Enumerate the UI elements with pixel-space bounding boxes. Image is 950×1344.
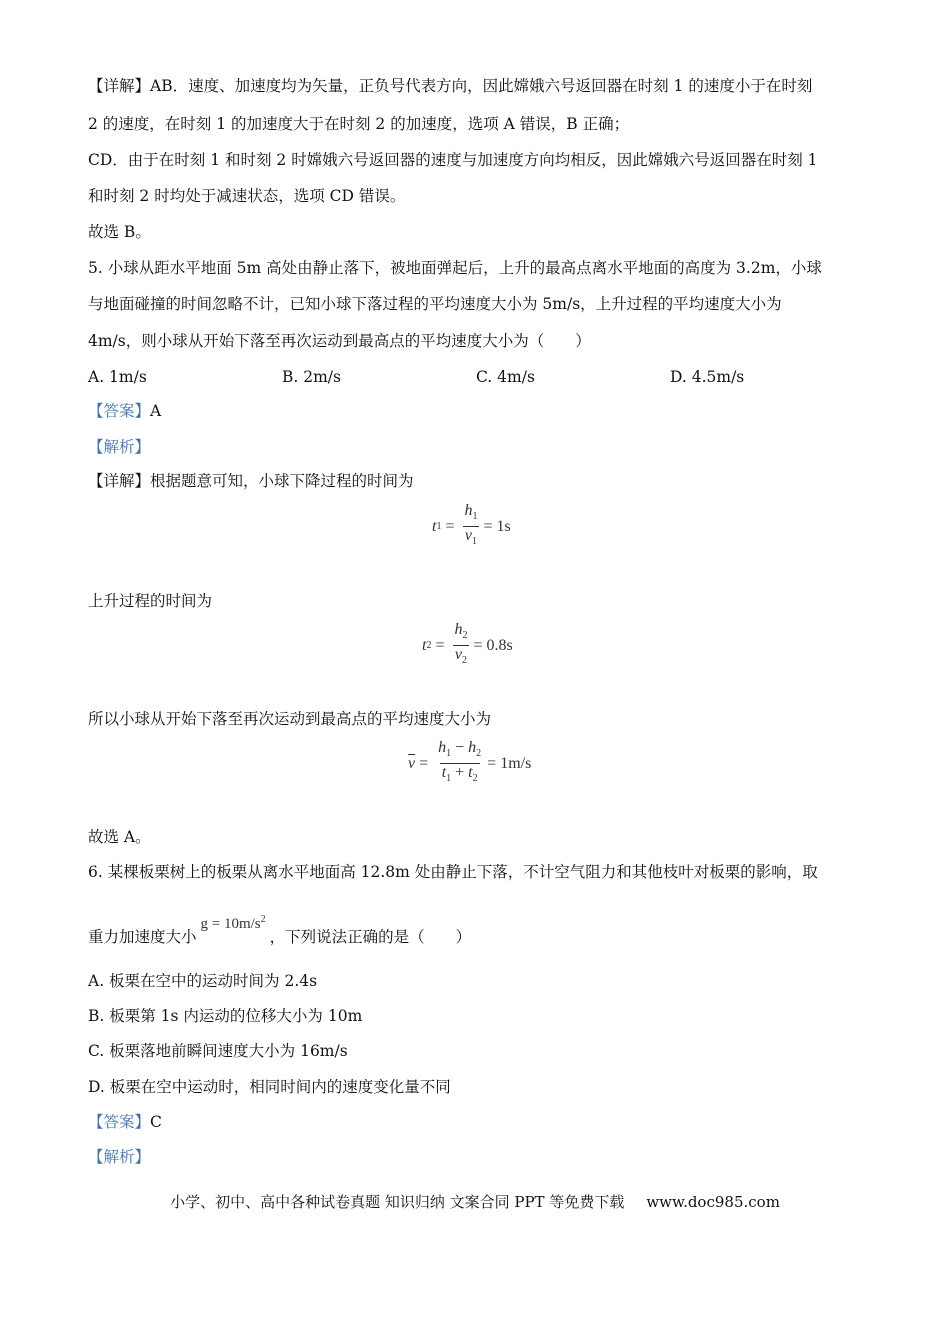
q5-option-a: A. 1m/s — [88, 368, 147, 386]
q5-option-c: C. 4m/s — [476, 368, 535, 386]
q4-conclusion: 故选 B。 — [88, 223, 151, 241]
q5-conclusion: 故选 A。 — [88, 828, 151, 846]
q5-option-d: D. 4.5m/s — [670, 368, 745, 386]
formula-v-average: $\overline{v}$ = $\frac{h_1 - h_2}{t_1 + t_2}$ = 1m/s — [408, 739, 531, 788]
page-footer — [0, 1192, 950, 1212]
q5-text-rise: 上升过程的时间为 — [88, 592, 213, 610]
answer-value: C — [150, 1113, 162, 1131]
q6-option-c: C. 板栗落地前瞬间速度大小为 16m/s — [88, 1042, 348, 1060]
q6-answer — [88, 1112, 162, 1132]
q5-analysis-tag: 【解析】 — [88, 438, 151, 456]
formula-g: $g = 10m/s^2$ — [200, 914, 266, 932]
q6-option-b: B. 板栗第 1s 内运动的位移大小为 10m — [88, 1007, 363, 1025]
q6-analysis-tag: 【解析】 — [88, 1148, 151, 1166]
q5-stem-line-1: 5. 小球从距水平地面 5m 高处由静止落下，被地面弹起后，上升的最高点离水平地面的高度为 3.2m，小球 — [88, 259, 822, 277]
q4-detail-line-4: 和时刻 2 时均处于减速状态，选项 CD 错误。 — [88, 187, 406, 205]
q5-option-b: B. 2m/s — [282, 368, 341, 386]
q6-option-d: D. 板栗在空中运动时，相同时间内的速度变化量不同 — [88, 1078, 451, 1096]
q6-stem-line-1: 6. 某棵板栗树上的板栗从离水平地面高 12.8m 处由静止下落，不计空气阻力和其他枝叶对板栗的影响，取 — [88, 863, 818, 881]
q5-text-average: 所以小球从开始下落至再次运动到最高点的平均速度大小为 — [88, 710, 492, 728]
footer-url[interactable]: www.doc985.com — [646, 1193, 780, 1211]
q4-detail-line-3: CD．由于在时刻 1 和时刻 2 时嫦娥六号返回器的速度与加速度方向均相反，因此嫦娥六号返回器在时刻 1 — [88, 151, 818, 169]
q6-option-a: A. 板栗在空中的运动时间为 2.4s — [88, 972, 318, 990]
detail-tag: 【详解】 — [88, 472, 151, 490]
q5-stem-line-2: 与地面碰撞的时间忽略不计，已知小球下落过程的平均速度大小为 5m/s，上升过程的平均速度大小为 — [88, 295, 782, 313]
detail-tag: 【详解】 — [88, 77, 151, 95]
formula-t2: t 2 = $\frac{h_2}{\overline{v}_2}$ = 0.8s — [422, 621, 513, 670]
q5-detail: 【详解】根据题意可知，小球下降过程的时间为 — [88, 472, 414, 490]
q4-detail-line-2: 2 的速度，在时刻 1 的加速度大于在时刻 2 的加速度，选项 A 错误，B 正确； — [88, 115, 630, 133]
footer-text: 小学、初中、高中各种试卷真题 知识归纳 文案合同 PPT 等免费下载 — [170, 1193, 625, 1211]
q6-stem-line-2: 重力加速度大小$g = 10m/s^2$，下列说法正确的是（ ） — [88, 924, 471, 948]
formula-t1: t 1 = $\frac{h_1}{\overline{v}_1}$ = 1s — [432, 502, 511, 551]
q5-answer — [88, 401, 161, 421]
answer-tag: 【答案】 — [88, 402, 151, 420]
answer-value: A — [150, 402, 162, 420]
q4-detail-line-1: 【详解】AB．速度、加速度均为矢量，正负号代表方向，因此嫦娥六号返回器在时刻 1 的速度小于在时刻 — [88, 77, 813, 95]
q5-stem-line-3: 4m/s，则小球从开始下落至再次运动到最高点的平均速度大小为（ ） — [88, 332, 591, 350]
answer-tag: 【答案】 — [88, 1113, 151, 1131]
